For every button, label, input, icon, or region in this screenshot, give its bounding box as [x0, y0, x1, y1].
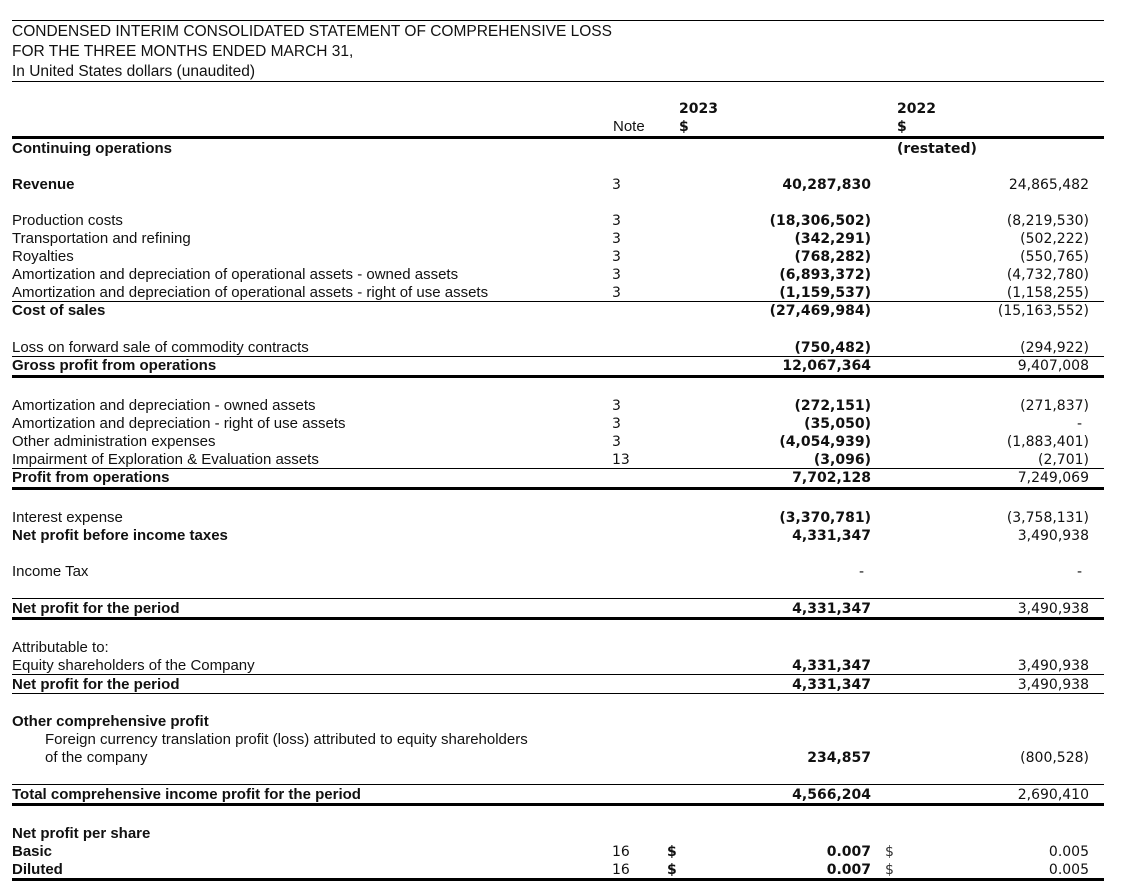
row-value-2022: (4,732,780)	[1006, 267, 1089, 283]
statement-currency: In United States dollars (unaudited)	[12, 63, 255, 80]
row-value-2022: (15,163,552)	[997, 303, 1089, 319]
col-2022-year: 2022	[897, 101, 936, 117]
row-value-2023: (18,306,502)	[769, 213, 871, 229]
table-row-royalties	[0, 248, 1126, 266]
row-value-2022: (8,219,530)	[1006, 213, 1089, 229]
table-row-fx-line2	[0, 749, 1126, 767]
row-note: 3	[612, 213, 621, 229]
row-currency-2022: $	[885, 862, 894, 878]
row-value-2023: 0.007	[826, 862, 871, 878]
row-value-2023: (342,291)	[794, 231, 871, 247]
row-value-2022: 3,490,938	[1017, 528, 1089, 544]
table-row-transportation	[0, 230, 1126, 248]
table-row-fx-line1	[0, 731, 1126, 749]
row-label: Basic	[12, 843, 53, 860]
row-label: Net profit for the period	[12, 600, 180, 617]
table-row-diluted	[0, 861, 1126, 879]
statement-period: FOR THE THREE MONTHS ENDED MARCH 31,	[12, 43, 354, 60]
row-label: Cost of sales	[12, 302, 106, 319]
row-value-2023: 0.007	[826, 844, 871, 860]
row-note: 3	[612, 434, 621, 450]
table-row-production-costs	[0, 212, 1126, 230]
row-value-2023: 4,331,347	[792, 601, 871, 617]
row-value-2023: 4,331,347	[792, 528, 871, 544]
row-label: Gross profit from operations	[12, 357, 217, 374]
row-value-2023: 4,331,347	[792, 677, 871, 693]
row-note: 3	[612, 398, 621, 414]
row-label: Continuing operations	[12, 140, 172, 157]
row-currency-2022: $	[885, 844, 894, 860]
table-row-income-tax	[0, 563, 1126, 581]
row-value-2022: 7,249,069	[1017, 470, 1089, 486]
row-value-2022: 9,407,008	[1017, 358, 1089, 374]
table-row-equity-holders	[0, 657, 1126, 675]
table-row-total-comp	[0, 786, 1126, 804]
table-row-gross-profit	[0, 357, 1126, 375]
row-label: Impairment of Exploration & Evaluation assets	[12, 451, 319, 468]
rule-net-profit-top	[12, 598, 1104, 599]
row-note: 3	[612, 177, 621, 193]
row-label: Production costs	[12, 212, 123, 229]
row-value-2022: (3,758,131)	[1006, 510, 1089, 526]
row-value-2022: 3,490,938	[1017, 677, 1089, 693]
row-label: Diluted	[12, 861, 63, 878]
row-note: 13	[612, 452, 630, 468]
row-label: Attributable to:	[12, 639, 109, 656]
row-value-2022: (1,883,401)	[1006, 434, 1089, 450]
row-value-2022: (2,701)	[1037, 452, 1089, 468]
row-label: Net profit for the period	[12, 676, 180, 693]
row-value-2023: (272,151)	[794, 398, 871, 414]
row-value-2023: 4,566,204	[792, 787, 871, 803]
rule-title-bottom	[12, 81, 1104, 82]
table-row-amort-op-rou	[0, 284, 1126, 302]
table-row-attributable	[0, 639, 1126, 657]
row-value-2023: (768,282)	[794, 249, 871, 265]
row-value-2022: 24,865,482	[1008, 177, 1089, 193]
rule-header-bottom	[12, 136, 1104, 139]
table-row-other-comp	[0, 713, 1126, 731]
row-label: Other comprehensive profit	[12, 713, 209, 730]
row-value-2023: (27,469,984)	[769, 303, 871, 319]
row-label: Net profit per share	[12, 825, 151, 842]
rule-equity-holders	[12, 674, 1104, 675]
rule-top	[12, 20, 1104, 21]
row-label: Interest expense	[12, 509, 123, 526]
row-currency-2023: $	[667, 844, 677, 860]
row-note: 3	[612, 285, 621, 301]
row-value-2023: 234,857	[807, 750, 871, 766]
table-row-loss-forward	[0, 339, 1126, 357]
table-row-eps-header	[0, 825, 1126, 843]
rule-bottom	[12, 878, 1104, 881]
row-value-2023: (4,054,939)	[779, 434, 871, 450]
col-2022-restated: (restated)	[897, 141, 977, 157]
row-value-2023: (3,096)	[813, 452, 871, 468]
row-value-2022: (1,158,255)	[1006, 285, 1089, 301]
row-value-2023: (6,893,372)	[779, 267, 871, 283]
row-value-2023: -	[858, 564, 864, 580]
rule-gross-profit-bottom	[12, 375, 1104, 378]
row-label: Income Tax	[12, 563, 89, 580]
row-value-2022: (502,222)	[1020, 231, 1089, 247]
row-label: of the company	[45, 749, 148, 766]
row-value-2023: 40,287,830	[782, 177, 871, 193]
row-value-2022: (271,837)	[1020, 398, 1089, 414]
table-row-profit-ops	[0, 469, 1126, 487]
row-note: 16	[612, 862, 630, 878]
row-label: Royalties	[12, 248, 74, 265]
row-label: Other administration expenses	[12, 433, 216, 450]
table-row-net-before-tax	[0, 527, 1126, 545]
row-label: Amortization and depreciation - right of use assets	[12, 415, 346, 432]
row-value-2022: 3,490,938	[1017, 601, 1089, 617]
table-row-amort-rou	[0, 415, 1126, 433]
row-label: Net profit before income taxes	[12, 527, 228, 544]
table-row-net-profit-2	[0, 676, 1126, 694]
row-note: 3	[612, 249, 621, 265]
col-2023-year: 2023	[679, 101, 718, 117]
row-label: Total comprehensive income profit for the period	[12, 786, 361, 803]
row-value-2022: -	[1076, 416, 1082, 432]
rule-net-profit-bottom	[12, 617, 1104, 620]
row-note: 16	[612, 844, 630, 860]
table-row-revenue	[0, 176, 1126, 194]
table-row-net-profit	[0, 600, 1126, 618]
table-row-cost-of-sales	[0, 302, 1126, 320]
row-label: Transportation and refining	[12, 230, 191, 247]
row-value-2022: (550,765)	[1020, 249, 1089, 265]
col-2023-currency: $	[679, 119, 689, 135]
row-value-2023: (1,159,537)	[779, 285, 871, 301]
rule-net-profit-2-bottom	[12, 693, 1104, 694]
col-note-header: Note	[613, 118, 645, 135]
table-row-basic	[0, 843, 1126, 861]
row-value-2022: 0.005	[1048, 844, 1089, 860]
row-value-2023: 4,331,347	[792, 658, 871, 674]
row-label: Foreign currency translation profit (loss) attributed to equity shareholders	[45, 731, 528, 748]
row-value-2022: (294,922)	[1020, 340, 1089, 356]
row-note: 3	[612, 416, 621, 432]
table-row-other-admin	[0, 433, 1126, 451]
row-value-2023: 12,067,364	[782, 358, 871, 374]
row-note: 3	[612, 231, 621, 247]
rule-profit-ops-bottom	[12, 487, 1104, 490]
row-value-2022: 0.005	[1048, 862, 1089, 878]
row-value-2023: (3,370,781)	[779, 510, 871, 526]
table-row-interest	[0, 509, 1126, 527]
row-label: Loss on forward sale of commodity contracts	[12, 339, 309, 356]
row-note: 3	[612, 267, 621, 283]
col-2022-currency: $	[897, 119, 907, 135]
row-label: Profit from operations	[12, 469, 170, 486]
row-value-2022: (800,528)	[1020, 750, 1089, 766]
section-continuing-operations	[0, 140, 1126, 158]
row-label: Amortization and depreciation - owned assets	[12, 397, 316, 414]
row-value-2023: (750,482)	[794, 340, 871, 356]
row-currency-2023: $	[667, 862, 677, 878]
row-value-2023: (35,050)	[804, 416, 871, 432]
rule-total-comp-top	[12, 784, 1104, 785]
row-value-2022: 2,690,410	[1017, 787, 1089, 803]
rule-total-comp-bottom	[12, 803, 1104, 806]
row-value-2023: 7,702,128	[792, 470, 871, 486]
row-value-2022: -	[1076, 564, 1082, 580]
row-label: Amortization and depreciation of operational assets - owned assets	[12, 266, 459, 283]
row-label: Revenue	[12, 176, 75, 193]
row-label: Equity shareholders of the Company	[12, 657, 255, 674]
statement-title: CONDENSED INTERIM CONSOLIDATED STATEMENT OF COMPREHENSIVE LOSS	[12, 23, 612, 40]
table-row-impairment	[0, 451, 1126, 469]
table-row-amort-op-owned	[0, 266, 1126, 284]
row-label: Amortization and depreciation of operational assets - right of use assets	[12, 284, 489, 301]
table-row-amort-owned	[0, 397, 1126, 415]
row-value-2022: 3,490,938	[1017, 658, 1089, 674]
